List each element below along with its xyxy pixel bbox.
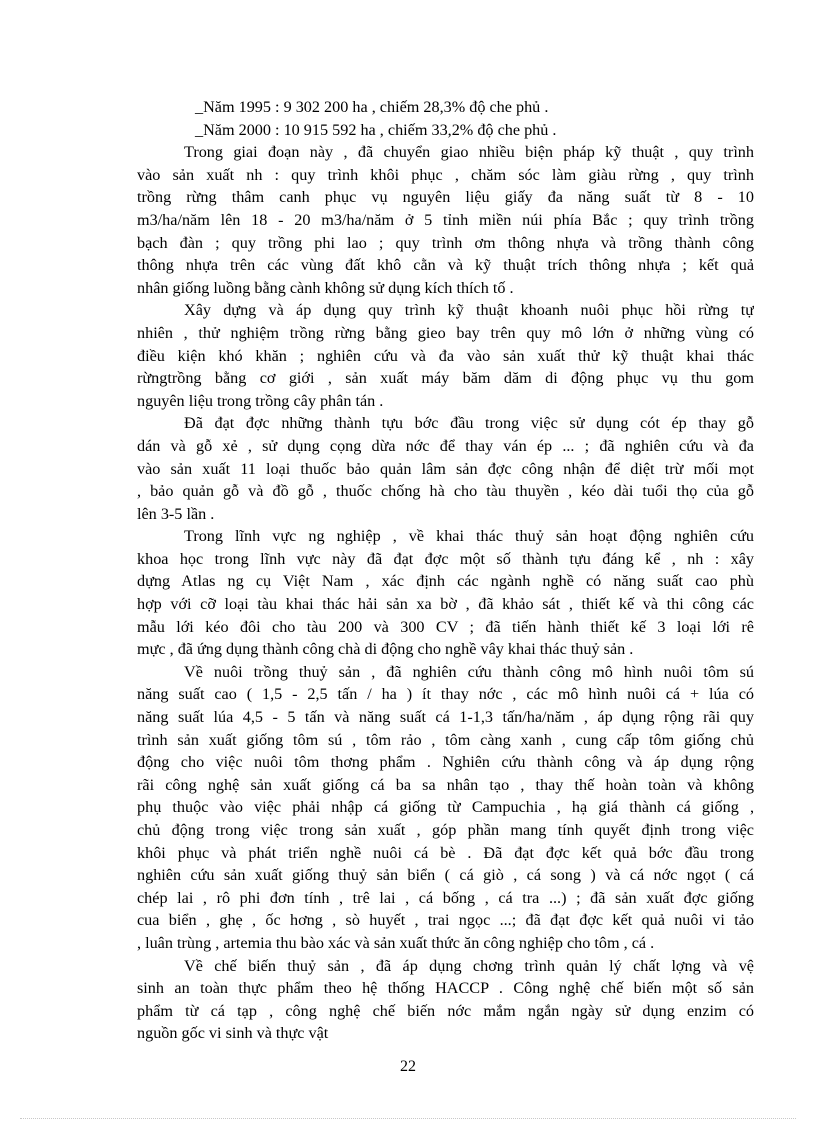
- text-line: chép lai , rô phi đơn tính , trê lai , cá bống , cá tra ...) ; đã sản xuất đợc giống: [137, 888, 754, 907]
- text-line: rãi công nghệ sản xuất giống cá ba sa nhân tạo , thay thế hoàn toàn và không: [137, 775, 754, 794]
- document-page: [137, 96, 754, 1045]
- text-line: , luân trùng , artemia thu bào xác và sản xuất thức ăn công nghiệp cho tôm , cá .: [137, 933, 655, 952]
- text-line: dựng Atlas ng cụ Việt Nam , xác định các ngành nghề có năng suất cao phù: [137, 572, 754, 591]
- text-line: nguồn gốc vi sinh và thực vật: [137, 1024, 329, 1043]
- text-line: rừngtrồng bằng cơ giới , sản xuất máy băm dăm di động phục vụ thu gom: [137, 369, 754, 388]
- text-line: phụ thuộc vào việc phải nhập cá giống từ Campuchia , hạ giá thành cá giống ,: [137, 798, 754, 817]
- text-line: trồng rừng thâm canh phục vụ nguyên liệu giấy đa năng suất từ 8 - 10: [137, 188, 754, 207]
- text-line: nghiên cứu sản xuất giống thuỷ sản biển ( cá giò , cá song ) và cá nớc ngọt ( cá: [137, 866, 754, 885]
- text-line: m3/ha/năm lên 18 - 20 m3/ha/năm ở 5 tỉnh miền núi phía Bắc ; quy trình trồng: [137, 210, 754, 229]
- text-line: Xây dựng và áp dụng quy trình kỹ thuật khoanh nuôi phục hồi rừng tự: [184, 301, 754, 320]
- text-line: nguyên liệu trong trồng cây phân tán .: [137, 391, 384, 410]
- text-line: dán và gỗ xẻ , sử dụng cọng dừa nớc để thay ván ép ... ; đã nghiên cứu và đa: [137, 436, 754, 455]
- text-line: bạch đàn ; quy trồng phi lao ; quy trình ơm thông nhựa và trồng thành công: [137, 233, 754, 252]
- text-line: Về nuôi trồng thuỷ sản , đã nghiên cứu thành công mô hình nuôi tôm sú: [184, 662, 754, 681]
- text-line: vào sản xuất nh : quy trình khôi phục , chăm sóc làm giàu rừng , quy trình: [137, 165, 754, 184]
- text-line: khôi phục và phát triển nghề nuôi cá bè . Đã đạt đợc kết quả bớc đầu trong: [137, 843, 754, 862]
- text-line: khoa học trong lĩnh vực này đã đạt đợc một số thành tựu đáng kể , nh : xây: [137, 549, 754, 568]
- text-line: vào sản xuất 11 loại thuốc bảo quản lâm sản đợc công nhận để diệt trừ mối mọt: [137, 459, 754, 478]
- text-line: lên 3-5 lần .: [137, 504, 215, 523]
- text-line: , bảo quản gỗ và đồ gỗ , thuốc chống hà cho tàu thuyền , kéo dài tuổi thọ của gỗ: [137, 482, 754, 501]
- text-line: Về chế biến thuỷ sản , đã áp dụng chơng trình quản lý chất lợng và vệ: [184, 956, 754, 975]
- text-line: điều kiện khó khăn ; nghiên cứu và đa vào sản xuất thử kỹ thuật khai thác: [137, 346, 754, 365]
- page-number: 22: [400, 1058, 416, 1075]
- text-line: chủ động trong việc trong sản xuất , góp phần mang tính quyết định trong việc: [137, 821, 754, 839]
- text-line: mực , đã ứng dụng thành công chà di động cho nghề vây khai thác thuỷ sản .: [137, 640, 634, 659]
- text-line: năng suất cao ( 1,5 - 2,5 tấn / ha ) ít thay nớc , các mô hình nuôi cá + lúa có: [137, 685, 754, 704]
- text-line: trình sản xuất giống tôm sú , tôm rảo , tôm càng xanh , cung cấp tôm giống chủ: [137, 730, 754, 749]
- text-line: Đã đạt đợc những thành tựu bớc đầu trong việc sử dụng cót ép thay gỗ: [184, 414, 754, 433]
- text-line: động cho việc nuôi tôm thơng phẩm . Nghiên cứu thành công và áp dụng rộng: [137, 753, 754, 772]
- text-line: cua biển , ghẹ , ốc hơng , sò huyết , trai ngọc ...; đã đạt đợc kết quả nuôi vi tảo: [137, 911, 754, 930]
- text-line: hợp với cỡ loại tàu khai thác hải sản xa bờ , đã khảo sát , thiết kế và thi công các: [137, 595, 754, 614]
- text-line: Trong giai đoạn này , đã chuyển giao nhiều biện pháp kỹ thuật , quy trình: [184, 143, 754, 162]
- text-line: nhân giống luồng bằng cành không sử dụng kích thích tố .: [137, 278, 514, 297]
- text-line: mẫu lới kéo đôi cho tàu 200 và 300 CV ; đã tiến hành thiết kế 3 loại lới rê: [137, 617, 754, 636]
- text-line: sinh an toàn thực phẩm theo hệ thống HACCP . Công nghệ chế biến một số sản: [137, 979, 754, 998]
- text-line: thông nhựa trên các vùng đất khô cằn và kỹ thuật trích thông nhựa ; kết quả: [137, 256, 754, 275]
- text-line: Trong lĩnh vực ng nghiệp , về khai thác thuỷ sản hoạt động nghiên cứu: [184, 527, 754, 546]
- text-line: năng suất lúa 4,5 - 5 tấn và năng suất cá 1-1,3 tấn/ha/năm , áp dụng rộng rãi quy: [137, 708, 754, 727]
- page-bottom-divider: [20, 1118, 796, 1119]
- text-line: phẩm từ cá tạp , công nghệ chế biến nớc mắm ngắn ngày sử dụng enzim có: [137, 1001, 754, 1020]
- text-line: nhiên , thử nghiệm trồng rừng bằng gieo bay trên quy mô lớn ở những vùng có: [137, 323, 754, 342]
- text-line: _Năm 1995 : 9 302 200 ha , chiếm 28,3% độ che phủ .: [195, 98, 549, 116]
- text-line: _Năm 2000 : 10 915 592 ha , chiếm 33,2% độ che phủ .: [195, 120, 557, 139]
